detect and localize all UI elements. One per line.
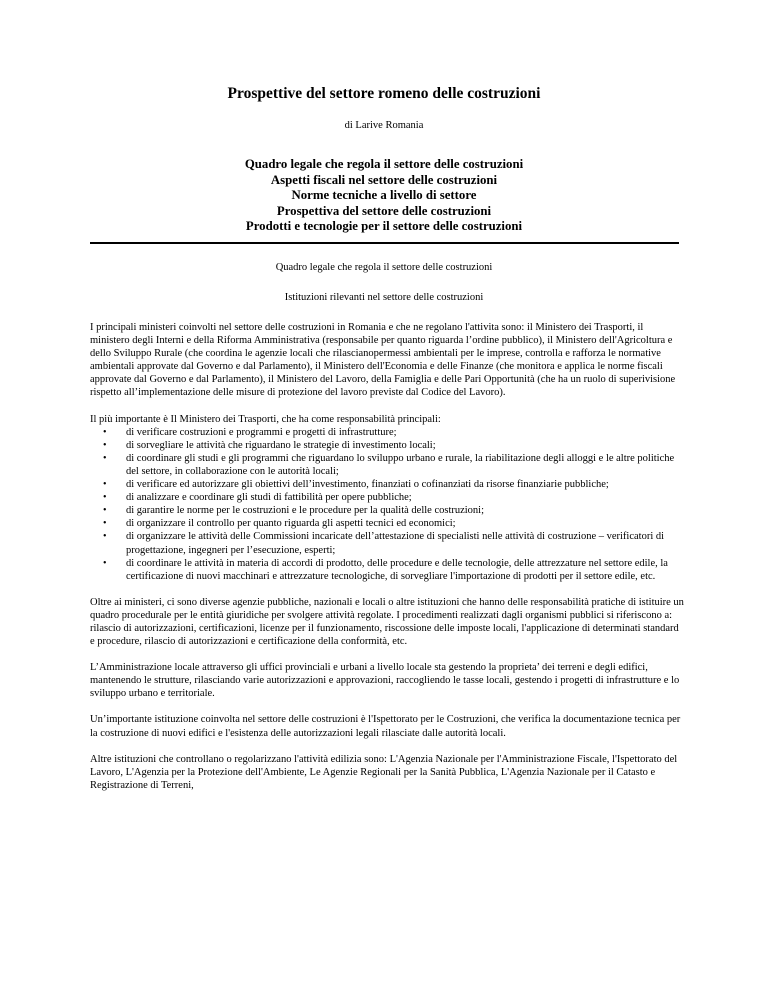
toc-item: Prodotti e tecnologie per il settore delle costruzioni	[245, 219, 523, 233]
document-byline: di Larive Romania	[344, 120, 424, 131]
document-title: Prospettive del settore romeno delle costruzioni	[227, 85, 541, 102]
list-item-text: di verificare ed autorizzare gli obiettivi dell’investimento, finanziati o cofinanziati da risorse finanziarie pubbliche;	[126, 479, 609, 491]
list-item	[90, 439, 684, 452]
toc-item: Aspetti fiscali nel settore delle costruzioni	[270, 172, 498, 187]
section-title: Quadro legale che regola il settore delle costruzioni	[275, 262, 493, 273]
paragraph: Altre istituzioni che controllano o regolarizzano l'attività edilizia sono: L'Agenzia Nazionale per l'Amministrazione Fiscale, l'Ispettorato del Lavoro, L'Agenzia per la Protezione dell'Ambiente, Le Agenzie Regionali per la Sanità Pubblica, L'Agenzia Nazionale per il Catasto e Registrazione di Terreni,	[90, 753, 678, 791]
toc-item: Quadro legale che regola il settore delle costruzioni	[244, 157, 524, 171]
bullet-icon: •	[103, 518, 107, 530]
list-item	[90, 478, 684, 491]
list-item-text: di verificare costruzioni e programmi e progetti di infrastrutture;	[126, 426, 397, 438]
paragraph: Il più importante è Il Ministero dei Trasporti, che ha come responsabilità principali:	[90, 413, 441, 425]
toc-item: Prospettiva del settore delle costruzioni	[276, 203, 492, 218]
bullet-icon: •	[103, 452, 107, 464]
list-item-text: di sorvegliare le attività che riguardano le strategie di investimento locali;	[126, 439, 436, 451]
bullet-icon: •	[103, 426, 107, 438]
bullet-icon: •	[103, 439, 107, 451]
bullet-icon: •	[103, 557, 107, 569]
subsection-title: Istituzioni rilevanti nel settore delle costruzioni	[284, 292, 484, 303]
list-item	[90, 452, 684, 478]
list-item	[90, 504, 684, 517]
paragraph: Un’importante istituzione coinvolta nel settore delle costruzioni è l'Ispettorato per le Costruzioni, che verifica la documentazione tecnica per la costruzione di nuovi edifici e l'esistenza delle autorizzazioni legali rilasciate dalle autorità locali.	[90, 714, 681, 739]
list-item-text: di coordinare le attività in materia di accordi di prodotto, delle procedure e delle tecnologie, delle attrezzature nel settore edile, la certificazione di nuovi macchinari e attrezzature tecnologiche, di sorvegliare l'importazione di prodotti per il settore edile, etc.	[126, 557, 668, 582]
list-item	[90, 426, 684, 439]
paragraph: I principali ministeri coinvolti nel settore delle costruzioni in Romania e che ne regolano l'attivita sono: il Ministero dei Trasporti, il ministero degli Interni e della Riforma Amministrativa (responsabile per quanto riguarda l’ordine pubblico), il Ministero dell'Agricoltura e dello Sviluppo Rurale (che coordina le agenzie locali che rilascianopermessi ambientali per le imprese, controlla e rafforza le normative ambientali approvate dal Governo e dal Parlamento), il Ministero dell'Economia e delle Finanze (che monitora e applica le norme fiscali approvate dal Governo e dal Parlamento), il Ministero del Lavoro, della Famiglia e delle Pari Opportunità (che ha un ruolo di superivisione rispetto all’implementazione delle misure di protezione del lavoro previste dal Codice del Lavoro).	[90, 322, 676, 399]
document-body	[90, 321, 684, 805]
toc-item: Norme tecniche a livello di settore	[291, 188, 477, 202]
bullet-list	[90, 426, 684, 583]
bullet-icon: •	[103, 492, 107, 504]
list-item	[90, 530, 684, 556]
list-item	[90, 517, 684, 530]
paragraph: Oltre ai ministeri, ci sono diverse agenzie pubbliche, nazionali e locali o altre istituzioni che hanno delle responsabilità pratiche di istituire un quadro procedurale per le entità giuridiche per svolgere attività regolate. I procedimenti realizzati dagli organismi pubblici si riferiscono a: rilascio di autorizzazioni, certificazioni, licenze per il funzionamento, riscossione delle imposte locali, l'applicazione di determinati standard e procedure, rilascio di autorizzazioni e certificazione della conformità, etc.	[90, 596, 684, 648]
list-item-text: di coordinare gli studi e gli programmi che riguardano lo sviluppo urbano e rurale, la riabilitazione degli alloggi e le altre politiche del settore, in collaborazione con le autorità locali;	[126, 452, 675, 477]
paragraph: L’Amministrazione locale attraverso gli uffici provinciali e urbani a livello locale sta gestendo la proprieta’ dei terreni e degli edifici, mantenendo le strutture, rilasciando varie autorizzazioni e approvazioni, raccogliendo le tasse locali, gestendo i progetti di infrastrutture e lo sviluppo urbano e territoriale.	[90, 662, 680, 700]
horizontal-divider	[90, 242, 679, 244]
list-item-text: di organizzare il controllo per quanto riguarda gli aspetti tecnici ed economici;	[126, 518, 456, 530]
bullet-icon: •	[103, 479, 107, 491]
bullet-icon: •	[103, 505, 107, 517]
list-item	[90, 557, 684, 583]
bullet-icon: •	[103, 531, 107, 543]
list-item-text: di analizzare e coordinare gli studi di fattibilità per opere pubbliche;	[126, 492, 412, 504]
list-item	[90, 491, 684, 504]
table-of-contents	[0, 157, 768, 235]
list-item-text: di garantire le norme per le costruzioni e le procedure per la qualità delle costruzioni;	[126, 505, 485, 517]
list-item-text: di organizzare le attività delle Commissioni incaricate dell’attestazione di specialisti nelle attività di costruzione – verificatori di progettazione, ingegneri per l’esecuzione, esperti;	[126, 531, 665, 556]
